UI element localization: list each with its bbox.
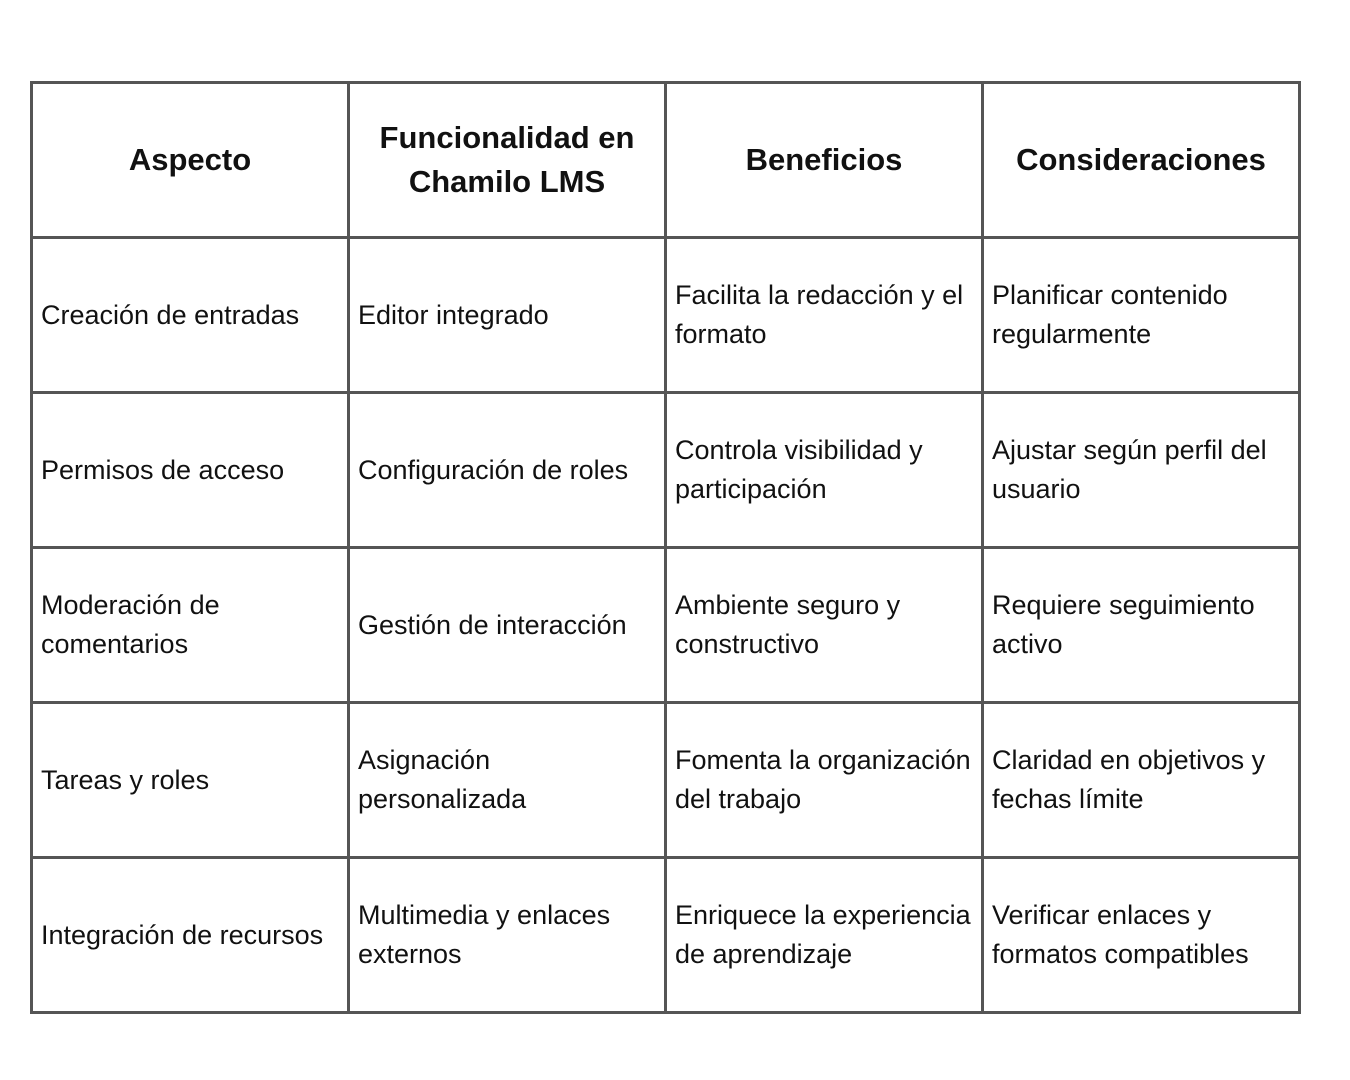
comparison-table [30,81,1301,1014]
cell-aspecto: Tareas y roles [32,703,349,858]
cell-funcionalidad: Multimedia y enlaces externos [349,858,666,1013]
cell-aspecto: Moderación de comentarios [32,548,349,703]
header-consideraciones: Consideraciones [983,83,1300,238]
header-funcionalidad: Funcionalidad en Chamilo LMS [349,83,666,238]
table-header-row [32,83,1300,238]
cell-beneficios: Enriquece la experiencia de aprendizaje [666,858,983,1013]
cell-consideraciones: Ajustar según perfil del usuario [983,393,1300,548]
cell-consideraciones: Verificar enlaces y formatos compatibles [983,858,1300,1013]
cell-beneficios: Ambiente seguro y constructivo [666,548,983,703]
table-row [32,548,1300,703]
cell-consideraciones: Planificar contenido regularmente [983,238,1300,393]
cell-funcionalidad: Editor integrado [349,238,666,393]
cell-aspecto: Integración de recursos [32,858,349,1013]
header-aspecto: Aspecto [32,83,349,238]
cell-aspecto: Creación de entradas [32,238,349,393]
cell-aspecto: Permisos de acceso [32,393,349,548]
table-row [32,238,1300,393]
header-beneficios: Beneficios [666,83,983,238]
cell-funcionalidad: Configuración de roles [349,393,666,548]
cell-funcionalidad: Gestión de interacción [349,548,666,703]
cell-beneficios: Controla visibilidad y participación [666,393,983,548]
cell-consideraciones: Requiere seguimiento activo [983,548,1300,703]
table-row [32,703,1300,858]
cell-consideraciones: Claridad en objetivos y fechas límite [983,703,1300,858]
table-row [32,858,1300,1013]
cell-funcionalidad: Asignación personalizada [349,703,666,858]
table-row [32,393,1300,548]
cell-beneficios: Fomenta la organización del trabajo [666,703,983,858]
cell-beneficios: Facilita la redacción y el formato [666,238,983,393]
